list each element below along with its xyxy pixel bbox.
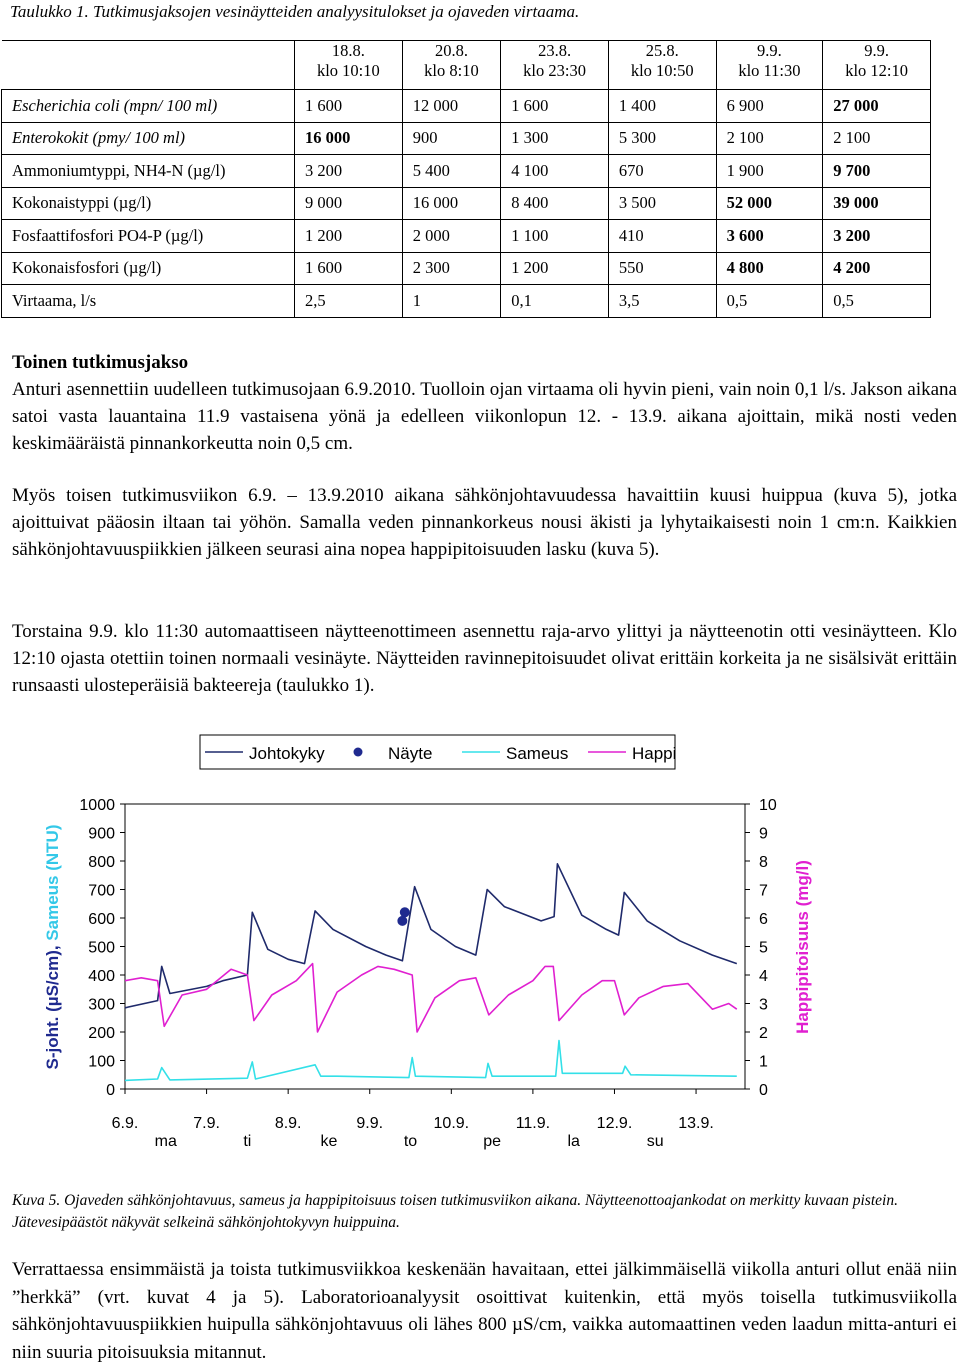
y-left-tick-label: 100	[88, 1053, 115, 1071]
y-left-tick-label: 300	[88, 996, 115, 1014]
table-cell: 2 300	[402, 252, 501, 285]
column-time: klo 8:10	[424, 61, 479, 80]
y-right-tick-label: 3	[759, 996, 768, 1014]
table-corner	[2, 41, 295, 90]
day-label: su	[646, 1133, 664, 1150]
y-left-tick-label: 1000	[79, 797, 115, 814]
x-tick-label: 9.9.	[356, 1115, 384, 1132]
day-label: ke	[320, 1133, 338, 1150]
legend-marker	[354, 748, 363, 757]
sample-point	[400, 907, 410, 917]
table-cell: 3,5	[608, 285, 716, 318]
day-label: pe	[483, 1133, 502, 1150]
x-tick-label: 7.9.	[193, 1115, 220, 1132]
row-label: Kokonaistyppi (µg/l)	[2, 187, 295, 220]
y-right-label: Happipitoisuus (mg/l)	[793, 860, 812, 1034]
column-header	[608, 41, 716, 90]
x-tick-label: 11.9.	[515, 1115, 551, 1132]
column-header	[716, 41, 823, 90]
section-title: Toinen tutkimusjakso	[12, 352, 189, 373]
y-right-tick-label: 7	[759, 882, 768, 900]
table-cell: 550	[608, 252, 716, 285]
y-right-tick-label: 10	[759, 797, 777, 814]
table-cell: 1 600	[295, 252, 403, 285]
results-table	[1, 40, 931, 318]
table-cell: 9 000	[295, 187, 403, 220]
table-cell: 16 000	[295, 122, 403, 155]
table-cell: 1 300	[501, 122, 609, 155]
table-cell: 1 400	[608, 90, 716, 123]
table-cell: 39 000	[823, 187, 931, 220]
column-time: klo 23:30	[523, 61, 586, 80]
table-header-row	[2, 41, 931, 90]
column-header	[295, 41, 403, 90]
x-tick-label: 8.9.	[274, 1115, 302, 1132]
table-cell: 1 900	[716, 155, 823, 188]
table-cell: 2 100	[716, 122, 823, 155]
paragraph-2: Myös toisen tutkimusviikon 6.9. – 13.9.2010 aikana sähkönjohtavuudessa havaittiin kuusi huippua (kuva 5), jotka ajoittuivat pääosin iltaan tai yöhön. Samalla veden pinnankorkeus nousi äkisti ja lyhytaikaisesti noin 1 cm:n. Kaikkien sähkönjohtavuuspiikkien jälkeen seurasi aina nopea happipitoisuuden lasku (kuva 5).	[12, 485, 957, 560]
table-cell: 900	[402, 122, 501, 155]
x-tick-label: 6.9.	[111, 1115, 139, 1132]
day-label: la	[567, 1133, 580, 1150]
table-cell: 8 400	[501, 187, 609, 220]
table-cell: 1 200	[501, 252, 609, 285]
day-label: ma	[154, 1133, 177, 1150]
day-label: to	[403, 1133, 418, 1150]
table-cell: 16 000	[402, 187, 501, 220]
chart-svg	[0, 725, 960, 1185]
row-label: Kokonaisfosfori (µg/l)	[2, 252, 295, 285]
table-cell: 2 000	[402, 220, 501, 253]
column-time: klo 12:10	[845, 61, 909, 80]
series-line-sameus	[125, 1041, 737, 1081]
column-date: 23.8.	[538, 41, 572, 60]
y-left-tick-label: 200	[88, 1025, 115, 1042]
y-left-tick-label: 600	[88, 911, 115, 928]
table-cell: 12 000	[402, 90, 501, 123]
column-header	[501, 41, 609, 90]
y-left-label	[43, 825, 62, 1070]
plot-area	[125, 804, 745, 1089]
y-right-tick-label: 5	[759, 939, 768, 957]
table-cell: 1	[402, 285, 501, 318]
legend-label: Näyte	[388, 744, 433, 763]
column-time: klo 10:50	[630, 61, 694, 80]
table-cell: 1 600	[501, 90, 609, 123]
table-cell: 3 500	[608, 187, 716, 220]
x-tick-label: 12.9.	[596, 1115, 633, 1132]
legend-label: Happi	[632, 744, 677, 763]
table-row	[2, 90, 931, 123]
y-left-tick-label: 700	[88, 882, 115, 900]
table-row	[2, 122, 931, 155]
column-date: 18.8.	[331, 41, 365, 60]
day-label: ti	[243, 1133, 252, 1150]
paragraph-1: Anturi asennettiin uudelleen tutkimusojaan 6.9.2010. Tuolloin ojan virtaama oli hyvin pieni, vain noin 0,1 l/s. Jakson aikana satoi vasta lauantaina 11.9 vastaisena yönä ja edelleen viikonlopun 12. - 13.9. aikana ajoittain, mikä nosti veden keskimääräistä pinnankorkeutta noin 0,5 cm.	[12, 379, 957, 454]
table-cell: 9 700	[823, 155, 931, 188]
table-caption: Taulukko 1. Tutkimusjaksojen vesinäytteiden analyysitulokset ja ojaveden virtaama.	[10, 2, 580, 21]
series-line-johtokyky	[125, 864, 737, 1008]
y-left-tick-label: 800	[88, 854, 115, 871]
y-right-tick-label: 4	[759, 968, 768, 985]
table-cell: 5 400	[402, 155, 501, 188]
table-row	[2, 187, 931, 220]
table-row	[2, 252, 931, 285]
x-tick-label: 13.9.	[678, 1115, 714, 1132]
y-left-tick-label: 400	[88, 968, 115, 985]
table-cell: 0,5	[823, 285, 931, 318]
table-cell: 6 900	[716, 90, 823, 123]
table-row	[2, 220, 931, 253]
column-header	[823, 41, 931, 90]
table-cell: 3 600	[716, 220, 823, 253]
y-left-label-turbidity: Sameus (NTU)	[43, 824, 62, 941]
figure-chart	[0, 725, 960, 1185]
figure-caption: Kuva 5. Ojaveden sähkönjohtavuus, sameus ja happipitoisuus toisen tutkimusviikon aikana. Näytteenottoajankodat on merkitty kuvaan pistein. Jätevesipäästöt näkyvät selkeinä sähkönjohtokyvyn huippuina.	[12, 1192, 898, 1231]
column-time: klo 11:30	[738, 61, 801, 80]
y-left-label-conductivity: S-joht. (µS/cm),	[43, 940, 62, 1070]
table-cell: 3 200	[295, 155, 403, 188]
row-label: Ammoniumtyppi, NH4-N (µg/l)	[2, 155, 295, 188]
row-label: Fosfaattifosfori PO4-P (µg/l)	[2, 220, 295, 253]
table-cell: 3 200	[823, 220, 931, 253]
table-cell: 0,5	[716, 285, 823, 318]
x-tick-label: 10.9.	[433, 1115, 470, 1132]
table-row	[2, 285, 931, 318]
legend-label: Johtokyky	[249, 744, 325, 763]
table-cell: 2 100	[823, 122, 931, 155]
column-header	[402, 41, 501, 90]
row-label: Enterokokit (pmy/ 100 ml)	[2, 122, 295, 155]
y-right-tick-label: 1	[759, 1053, 768, 1071]
table-cell: 5 300	[608, 122, 716, 155]
sample-point	[397, 916, 407, 926]
section-block	[12, 349, 957, 457]
y-left-tick-label: 0	[106, 1082, 115, 1099]
row-label: Escherichia coli (mpn/ 100 ml)	[2, 90, 295, 123]
table-cell: 27 000	[823, 90, 931, 123]
table-cell: 4 800	[716, 252, 823, 285]
table-cell: 52 000	[716, 187, 823, 220]
table-cell: 670	[608, 155, 716, 188]
column-date: 9.9.	[864, 41, 889, 60]
y-right-tick-label: 8	[759, 854, 768, 871]
table-cell: 1 600	[295, 90, 403, 123]
column-time: klo 10:10	[316, 61, 380, 80]
y-right-tick-label: 9	[759, 825, 768, 843]
paragraph-3: Torstaina 9.9. klo 11:30 automaattiseen näytteenottimeen asennettu raja-arvo ylittyi ja näytteenotin otti vesinäytteen. Klo 12:10 ojasta otettiin toinen normaali vesinäyte. Näytteiden ravinnepitoisuudet olivat erittäin korkeita ja ne sisälsivät erittäin runsaasti ulosteperäisiä bakteereja (taulukko 1).	[12, 621, 957, 696]
y-left-tick-label: 500	[88, 939, 115, 957]
table-cell: 2,5	[295, 285, 403, 318]
column-date: 20.8.	[434, 41, 468, 60]
y-left-tick-label: 900	[88, 825, 115, 843]
table-cell: 410	[608, 220, 716, 253]
column-date: 9.9.	[757, 41, 782, 60]
table-cell: 1 100	[501, 220, 609, 253]
table-cell: 4 200	[823, 252, 931, 285]
final-paragraph: Verrattaessa ensimmäistä ja toista tutkimusviikkoa keskenään havaitaan, ettei jälkimmäisellä viikolla anturi ollut enää niin ”herkkä” (vrt. kuvat 4 ja 5). Laboratorioanalyysit osoittivat kuitenkin, että myös toisella tutkimusviikolla sähkönjohtavuuspiikkien huipulla sähkönjohtavuus oli lähes 800 µS/cm, vaikka automaattinen veden laadun mitta-anturi ei niin suuria pitoisuuksia mitannut.	[12, 1259, 957, 1363]
table-cell: 4 100	[501, 155, 609, 188]
y-right-tick-label: 0	[759, 1082, 768, 1099]
table-cell: 0,1	[501, 285, 609, 318]
column-date: 25.8.	[645, 41, 679, 60]
y-right-tick-label: 2	[759, 1025, 768, 1042]
legend-label: Sameus	[506, 744, 569, 763]
row-label: Virtaama, l/s	[2, 285, 295, 318]
table-cell: 1 200	[295, 220, 403, 253]
series-line-happi	[125, 964, 737, 1032]
y-right-tick-label: 6	[759, 911, 768, 928]
table-row	[2, 155, 931, 188]
